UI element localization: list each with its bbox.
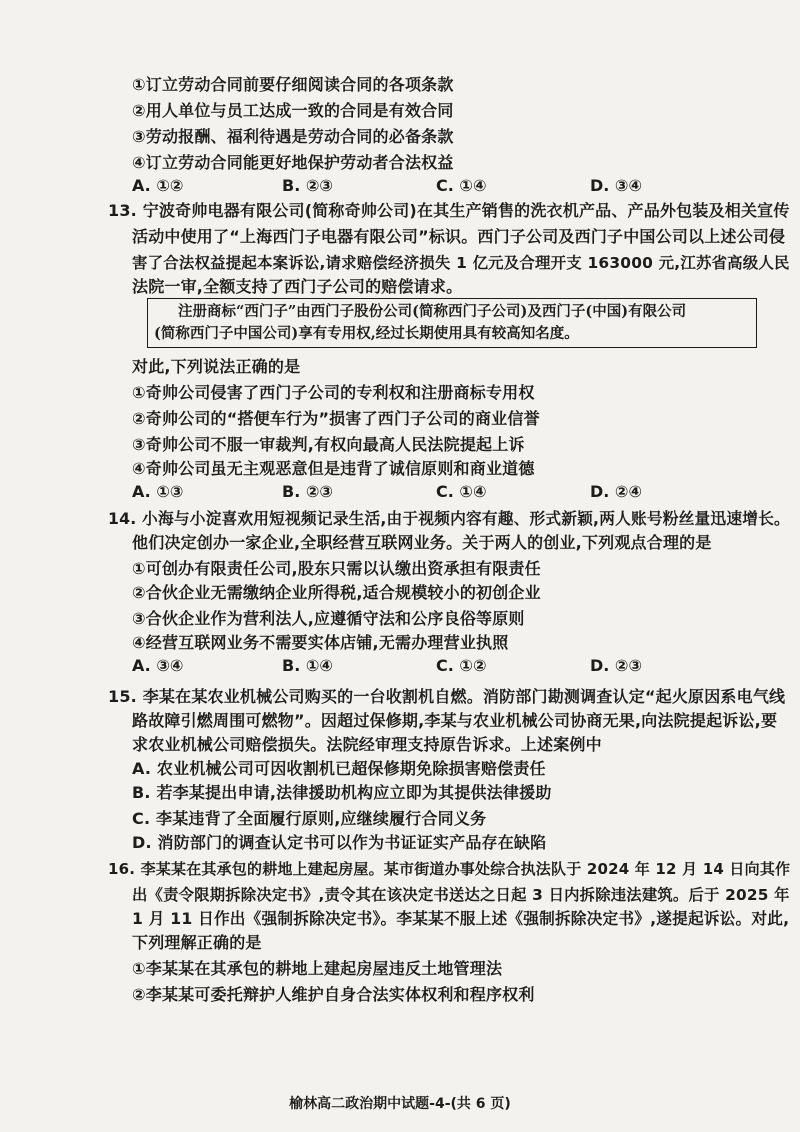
q14-statement-2: ②合伙企业无需缴纳企业所得税,适合规模较小的初创企业 (132, 583, 541, 602)
q15-choice-b: B. 若李某提出申请,法律援助机构应立即为其提供法律援助 (132, 783, 552, 802)
q14-stem-line-1: 14. 小海与小淀喜欢用短视频记录生活,由于视频内容有趣、形式新颖,两人账号粉丝量迅速增长。 (108, 509, 790, 528)
q13-choice-b: B. ②③ (282, 482, 333, 501)
q13-stem-line-1: 13. 宁波奇帅电器有限公司(简称奇帅公司)在其生产销售的洗衣机产品、产品外包装及相关宣传 (108, 201, 790, 220)
q16-stem-line-1: 16. 李某某在其承包的耕地上建起房屋。某市街道办事处综合执法队于 2024 年 12 月 14 日向其作 (108, 860, 791, 878)
q12-choice-c: C. ①④ (436, 176, 487, 195)
q13-note-box (147, 298, 757, 348)
q13-stem-line-3: 害了合法权益提起本案诉讼,请求赔偿经济损失 1 亿元及合理开支 163000 元,江苏省高级人民 (132, 254, 790, 272)
q14-choice-d: D. ②③ (590, 656, 643, 675)
q14-statement-1: ①可创办有限责任公司,股东只需以认缴出资承担有限责任 (132, 559, 541, 578)
q12-statement-1: ①订立劳动合同前要仔细阅读合同的各项条款 (132, 75, 454, 94)
q13-statement-1: ①奇帅公司侵害了西门子公司的专利权和注册商标专用权 (132, 383, 535, 402)
q13-statement-4: ④奇帅公司虽无主观恶意但是违背了诚信原则和商业道德 (132, 459, 535, 478)
q13-note-line-1: 注册商标“西门子”由西门子股份公司(简称西门子公司)及西门子(中国)有限公司 (178, 303, 687, 320)
q16-stem-line-2: 出《责令限期拆除决定书》,责令其在该决定书送达之日起 3 日内拆除违法建筑。后于 2025 年 (132, 886, 790, 904)
q15-choice-c: C. 李某违背了全面履行原则,应继续履行合同义务 (132, 809, 487, 828)
q13-choice-d: D. ②④ (590, 482, 643, 501)
q13-choice-a: A. ①③ (132, 482, 184, 501)
q15-stem-line-1: 15. 李某在某农业机械公司购买的一台收割机自燃。消防部门勘测调查认定“起火原因系电气线 (108, 687, 786, 706)
q16-stem-line-4: 下列理解正确的是 (132, 933, 262, 952)
q16-stem-line-3: 1 月 11 日作出《强制拆除决定书》。李某某不服上述《强制拆除决定书》,遂提起诉讼。对此, (132, 909, 790, 928)
q14-stem-line-2: 他们决定创办一家企业,全职经营互联网业务。关于两人的创业,下列观点合理的是 (132, 533, 712, 552)
q15-choice-d: D. 消防部门的调查认定书可以作为书证证实产品存在缺陷 (132, 833, 547, 852)
q13-note-line-2: (简称西门子中国公司)享有专用权,经过长期使用具有较高知名度。 (154, 325, 579, 342)
q13-statement-2: ②奇帅公司的“搭便车行为”损害了西门子公司的商业信誉 (132, 409, 540, 428)
q16-statement-2: ②李某某可委托辩护人维护自身合法实体权利和程序权利 (132, 985, 535, 1004)
q16-statement-1: ①李某某在其承包的耕地上建起房屋违反土地管理法 (132, 959, 503, 978)
page-footer: 榆林高二政治期中试题-4-(共 6 页) (289, 1096, 511, 1112)
q12-statement-4: ④订立劳动合同能更好地保护劳动者合法权益 (132, 153, 454, 172)
q13-stem-line-2: 活动中使用了“上海西门子电器有限公司”标识。西门子公司及西门子中国公司以上述公司侵 (132, 227, 786, 246)
q15-choice-a: A. 农业机械公司可因收割机已超保修期免除损害赔偿责任 (132, 759, 546, 778)
q13-stem-line-4: 法院一审,全额支持了西门子公司的赔偿请求。 (132, 277, 463, 296)
q13-statement-3: ③奇帅公司不服一审裁判,有权向最高人民法院提起上诉 (132, 435, 525, 454)
q14-statement-4: ④经营互联网业务不需要实体店铺,无需办理营业执照 (132, 633, 509, 652)
q12-statement-3: ③劳动报酬、福利待遇是劳动合同的必备条款 (132, 127, 454, 146)
q14-choice-a: A. ③④ (132, 656, 184, 675)
q15-stem-line-3: 求农业机械公司赔偿损失。法院经审理支持原告诉求。上述案例中 (132, 735, 602, 754)
q14-choice-c: C. ①② (436, 656, 487, 675)
q12-choice-b: B. ②③ (282, 176, 333, 195)
q12-statement-2: ②用人单位与员工达成一致的合同是有效合同 (132, 101, 454, 120)
q12-choice-a: A. ①② (132, 176, 184, 195)
q13-question: 对此,下列说法正确的是 (132, 357, 301, 376)
q15-stem-line-2: 路故障引燃周围可燃物”。因超过保修期,李某与农业机械公司协商无果,向法院提起诉讼,要 (132, 711, 778, 730)
q14-statement-3: ③合伙企业作为营利法人,应遵循守法和公序良俗等原则 (132, 609, 525, 628)
q13-choice-c: C. ①④ (436, 482, 487, 501)
q14-choice-b: B. ①④ (282, 656, 333, 675)
q12-choice-d: D. ③④ (590, 176, 643, 195)
